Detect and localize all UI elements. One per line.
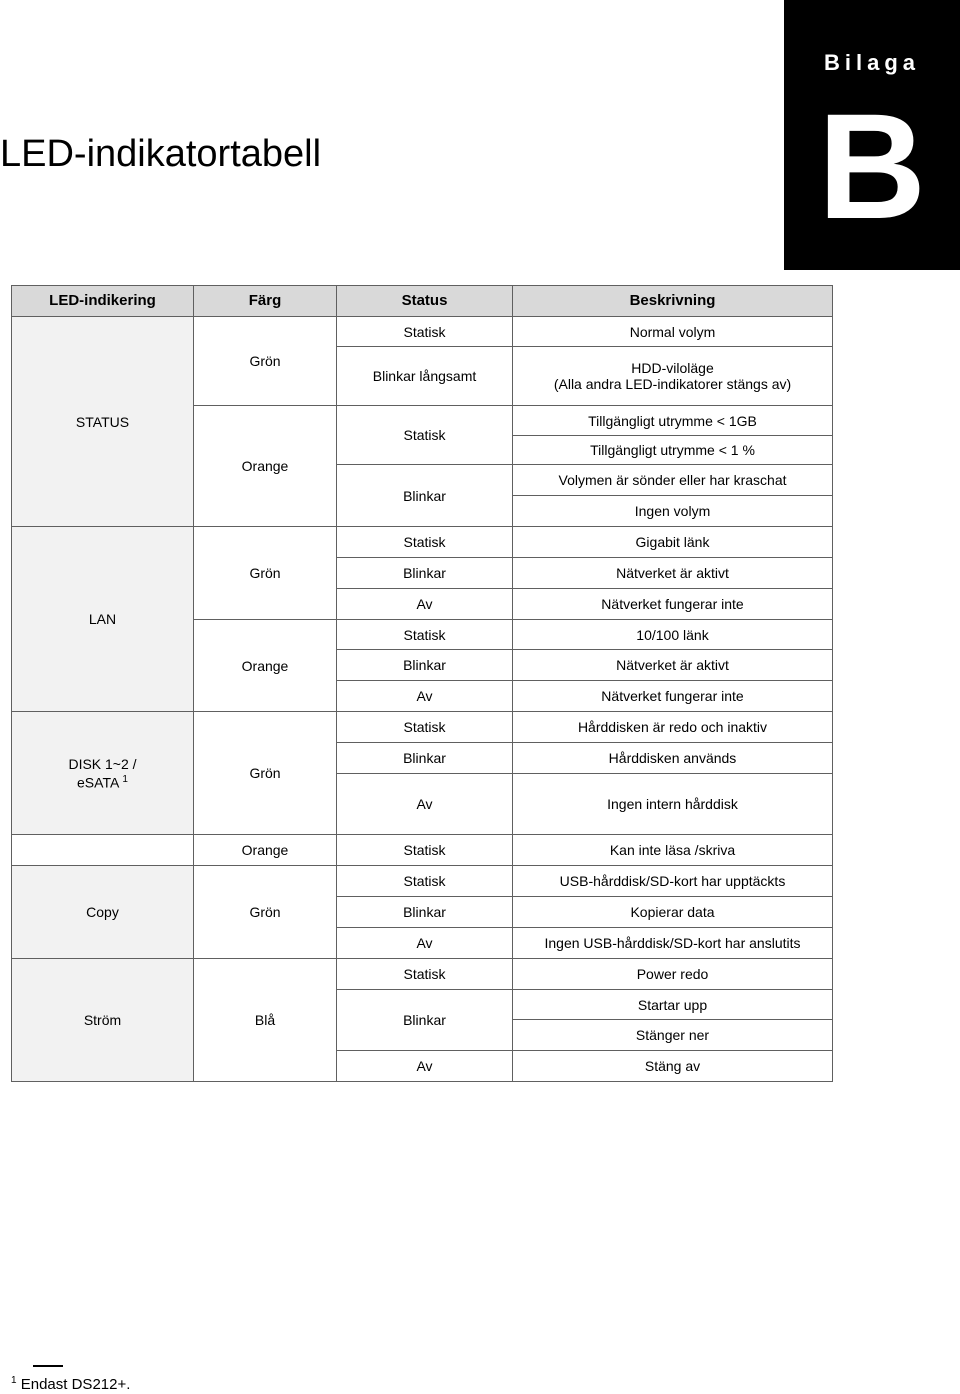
appendix-tab bbox=[784, 0, 960, 270]
status-cell: Statisk bbox=[337, 835, 513, 866]
description-cell: Power redo bbox=[513, 959, 833, 990]
description-cell: Hårddisken används bbox=[513, 743, 833, 774]
description-cell: Gigabit länk bbox=[513, 527, 833, 558]
footnote-text: Endast DS212+. bbox=[20, 1376, 131, 1393]
disk-name-esata: eSATA bbox=[77, 774, 119, 791]
description-cell: Tillgängligt utrymme < 1GB bbox=[513, 406, 833, 436]
status-cell: Blinkar bbox=[337, 558, 513, 589]
status-cell: Av bbox=[337, 681, 513, 712]
footnote-divider bbox=[33, 1365, 63, 1367]
led-name-disk bbox=[12, 712, 194, 835]
table-row bbox=[12, 835, 833, 866]
table-header-row bbox=[12, 286, 833, 317]
status-cell: Av bbox=[337, 928, 513, 959]
disk-name-line: DISK 1~2 / bbox=[68, 755, 137, 772]
description-cell: Nätverket är aktivt bbox=[513, 558, 833, 589]
description-cell: Ingen intern hårddisk bbox=[513, 774, 833, 835]
status-cell: Blinkar bbox=[337, 465, 513, 527]
description-cell: 10/100 länk bbox=[513, 620, 833, 650]
footnote-reference: 1 bbox=[122, 773, 128, 785]
status-cell: Statisk bbox=[337, 406, 513, 465]
status-cell: Av bbox=[337, 774, 513, 835]
status-cell: Statisk bbox=[337, 317, 513, 347]
color-cell: Orange bbox=[194, 406, 337, 527]
description-cell: Nätverket fungerar inte bbox=[513, 589, 833, 620]
led-table bbox=[11, 285, 833, 1082]
description-cell: Hårddisken är redo och inaktiv bbox=[513, 712, 833, 743]
status-cell: Statisk bbox=[337, 620, 513, 650]
status-cell: Blinkar långsamt bbox=[337, 347, 513, 406]
led-name-copy: Copy bbox=[12, 866, 194, 959]
header-status: Status bbox=[337, 286, 513, 317]
table-row bbox=[12, 317, 833, 347]
page-title: LED-indikatortabell bbox=[0, 133, 322, 175]
status-cell: Blinkar bbox=[337, 897, 513, 928]
status-cell: Statisk bbox=[337, 527, 513, 558]
color-cell: Blå bbox=[194, 959, 337, 1082]
status-cell: Statisk bbox=[337, 866, 513, 897]
status-cell: Blinkar bbox=[337, 743, 513, 774]
led-name-power: Ström bbox=[12, 959, 194, 1082]
description-cell: Kan inte läsa /skriva bbox=[513, 835, 833, 866]
description-cell: Volymen är sönder eller har kraschat bbox=[513, 465, 833, 496]
table-row bbox=[12, 712, 833, 743]
led-name-lan: LAN bbox=[12, 527, 194, 712]
status-cell: Blinkar bbox=[337, 650, 513, 681]
header-description: Beskrivning bbox=[513, 286, 833, 317]
description-line: HDD-viloläge bbox=[631, 360, 714, 376]
description-cell: USB-hårddisk/SD-kort har upptäckts bbox=[513, 866, 833, 897]
description-cell: Stänger ner bbox=[513, 1020, 833, 1051]
description-cell: Nätverket är aktivt bbox=[513, 650, 833, 681]
table-row bbox=[12, 527, 833, 558]
color-cell: Orange bbox=[194, 835, 337, 866]
description-cell: Normal volym bbox=[513, 317, 833, 347]
blank-cell bbox=[12, 835, 194, 866]
status-cell: Statisk bbox=[337, 712, 513, 743]
description-cell: Kopierar data bbox=[513, 897, 833, 928]
status-cell: Av bbox=[337, 589, 513, 620]
appendix-label: Bilaga bbox=[823, 50, 921, 75]
table-row bbox=[12, 959, 833, 990]
description-cell: Ingen USB-hårddisk/SD-kort har anslutits bbox=[513, 928, 833, 959]
color-cell: Grön bbox=[194, 317, 337, 406]
header-led: LED-indikering bbox=[12, 286, 194, 317]
description-cell: Ingen volym bbox=[513, 496, 833, 527]
color-cell: Orange bbox=[194, 620, 337, 712]
footnote-mark: 1 bbox=[11, 1375, 17, 1386]
description-cell: Nätverket fungerar inte bbox=[513, 681, 833, 712]
color-cell: Grön bbox=[194, 866, 337, 959]
description-line: (Alla andra LED-indikatorer stängs av) bbox=[553, 376, 792, 392]
description-cell: Tillgängligt utrymme < 1 % bbox=[513, 436, 833, 465]
disk-name-line bbox=[18, 772, 187, 791]
description-cell: Stäng av bbox=[513, 1051, 833, 1082]
appendix-letter: B bbox=[817, 82, 927, 250]
table-row bbox=[12, 866, 833, 897]
color-cell: Grön bbox=[194, 527, 337, 620]
status-cell: Blinkar bbox=[337, 990, 513, 1051]
led-name-status: STATUS bbox=[12, 317, 194, 527]
color-cell: Grön bbox=[194, 712, 337, 835]
description-cell bbox=[513, 347, 833, 406]
description-cell: Startar upp bbox=[513, 990, 833, 1020]
status-cell: Statisk bbox=[337, 959, 513, 990]
header-color: Färg bbox=[194, 286, 337, 317]
status-cell: Av bbox=[337, 1051, 513, 1082]
